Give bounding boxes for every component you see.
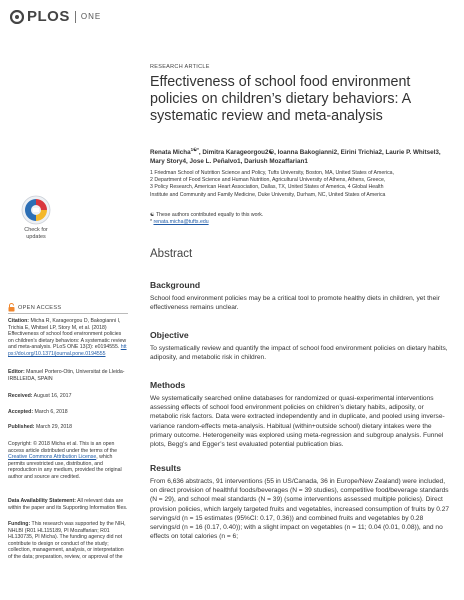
- methods-text: We systematically searched online databases for randomized or quasi-experimental interventions assessing effects of school food environment policies on children’s dietary habits, adiposity, or metabolic risk factors. Data were extracted independently and in duplicate, and pooled using inverse-variance random-effects meta-analysis. Habitual (within+outside school) dietary intakes were the primary outcome. Heterogeneity was explored using meta-regression and subgroup analysis. Funnel plots, Begg’s and Egger’s test evaluated potential publication bias.: [150, 395, 445, 449]
- check-for-updates-label: [16, 227, 56, 240]
- data-availability-label: Data Availability Statement:: [8, 498, 76, 504]
- affiliations: [150, 170, 450, 199]
- journal-name: ONE: [80, 12, 102, 21]
- background-heading: Background: [150, 280, 201, 290]
- objective-text: To systematically review and quantify the impact of school food environment policies on dietary habits, adiposity, and metabolic risk in children.: [150, 345, 448, 362]
- article-type: RESEARCH ARTICLE: [150, 64, 210, 70]
- results-text: From 6,636 abstracts, 91 interventions (55 in US/Canada, 36 in Europe/New Zealand) were included, on direct provision of healthful foods/beverages (N = 39 studies), competitive food/beverage standards (N = 29), and school meal standards (N = 39) (some interventions assessed multiple policies). Direct provision policies, which largely targeted fruits and vegetables, increased consumption of fruits by 0.27 servings/d (n = 15 estimates (95%CI: 0.17, 0.36)) and combined fruits and vegetables by 0.28 servings/d (n = 16 (0.17, 0.40)); with a slight impact on vegetables (n = 11; 0.04 (0.01, 0.08)), and no effects on total calories (n = 6;: [150, 478, 450, 541]
- brand-name: PLOS: [27, 8, 70, 25]
- editor-block: [8, 369, 128, 382]
- plos-logo-icon: [10, 10, 24, 24]
- funding-text: This research was supported by the NIH, NHLBI (R01 HL115189, PI Mozaffarian; R01 HL130735, PI Micha). The funding agency did not contribute to design or conduct of the study; collection, management, analysis, or interpretation of the data; preparation, review, or approval of the: [8, 521, 126, 560]
- affiliation-line: 2 Department of Food Science and Human Nutrition, Agricultural University of Athens, Athens, Greece,: [150, 177, 386, 184]
- email-link[interactable]: renata.micha@tufts.edu: [153, 219, 209, 225]
- article-title: Effectiveness of school food environment policies on children’s dietary behaviors: A systematic review and meta-analysis: [150, 74, 411, 124]
- citation-label: Citation:: [8, 318, 30, 324]
- received-label: Received:: [8, 393, 33, 399]
- objective-heading: Objective: [150, 330, 189, 340]
- abstract-heading: Abstract: [150, 248, 193, 260]
- correspondence-note: [150, 219, 450, 226]
- logo-divider: [75, 11, 76, 23]
- sidebar-divider: [8, 313, 128, 314]
- published-block: [8, 424, 128, 431]
- funding-label: Funding:: [8, 521, 31, 527]
- copyright-text-end: , which permits unrestricted use, distribution, and reproduction in any medium, provided the original author and source are credited.: [8, 454, 122, 480]
- affiliation-line: 3 Policy Research, American Heart Association, Dallas, TX, United States of America, 4 Global Health: [150, 184, 384, 191]
- first-author-marks: 1☯*: [190, 147, 199, 152]
- results-heading: Results: [150, 463, 182, 473]
- data-availability-text: All relevant data are within the paper and its Supporting Information files.: [8, 498, 128, 511]
- editor-text: Manuel Portero-Otin, Universitat de Lleida-IRBLLEIDA, SPAIN: [8, 369, 125, 382]
- first-author[interactable]: Renata Micha: [150, 149, 191, 157]
- open-access-badge: [8, 303, 61, 312]
- funding-block: [8, 521, 128, 561]
- received-block: [8, 393, 128, 400]
- accepted-label: Accepted:: [8, 409, 34, 415]
- affiliation-line: 1 Friedman School of Nutrition Science and Policy, Tufts University, Boston, MA, United States of America,: [150, 170, 395, 176]
- other-authors: , Dimitra Karageorgou2☯, Ioanna Bakogianni2, Eirini Trichia2, Laurie P. Whitsel3, Mary Story4, Jose L. Peñalvo1, Dariush Mozaffarian1: [150, 149, 441, 166]
- author-list: [150, 145, 450, 166]
- correspondence-marker: *: [150, 219, 154, 225]
- methods-heading: Methods: [150, 380, 186, 390]
- citation-text: Micha R, Karageorgou D, Bakogianni I, Trichia E, Whitsel LP, Story M, et al. (2018) Effectiveness of school food environment policies on children’s dietary behaviors: A systematic review and meta-analysis. PLoS ONE 13(3): e0194555.: [8, 318, 127, 351]
- received-date: August 16, 2017: [32, 393, 72, 399]
- author-notes: [150, 212, 450, 226]
- crossmark-icon: [21, 195, 51, 225]
- published-date: March 29, 2018: [34, 424, 73, 430]
- equal-contribution-note: ☯ These authors contributed equally to this work.: [150, 212, 264, 218]
- license-link[interactable]: Creative Commons Attribution License: [8, 454, 97, 461]
- accepted-block: [8, 409, 128, 416]
- copyright-text: Copyright: © 2018 Micha et al. This is an open access article distributed under the terms of the: [8, 441, 117, 454]
- doi-link[interactable]: https://doi.org/10.1371/journal.pone.0194555: [8, 344, 127, 357]
- plos-logo[interactable]: [10, 8, 101, 25]
- open-access-label: OPEN ACCESS: [18, 304, 62, 311]
- published-label: Published:: [8, 424, 35, 430]
- background-text: School food environment policies may be a critical tool to promote healthy diets in children, yet their effectiveness remains unclear.: [150, 295, 440, 312]
- citation-block: [8, 318, 128, 358]
- check-label-line2: updates: [26, 233, 46, 240]
- check-for-updates-badge[interactable]: [16, 195, 56, 240]
- open-lock-icon: [8, 303, 15, 312]
- affiliation-line: Institute and Community and Family Medicine, Duke University, Durham, NC, United States of America: [150, 191, 386, 198]
- copyright-block: [8, 441, 128, 481]
- editor-label: Editor:: [8, 369, 25, 375]
- check-label-line1: Check for: [24, 227, 48, 233]
- accepted-date: March 6, 2018: [33, 409, 68, 415]
- data-availability-block: [8, 498, 128, 511]
